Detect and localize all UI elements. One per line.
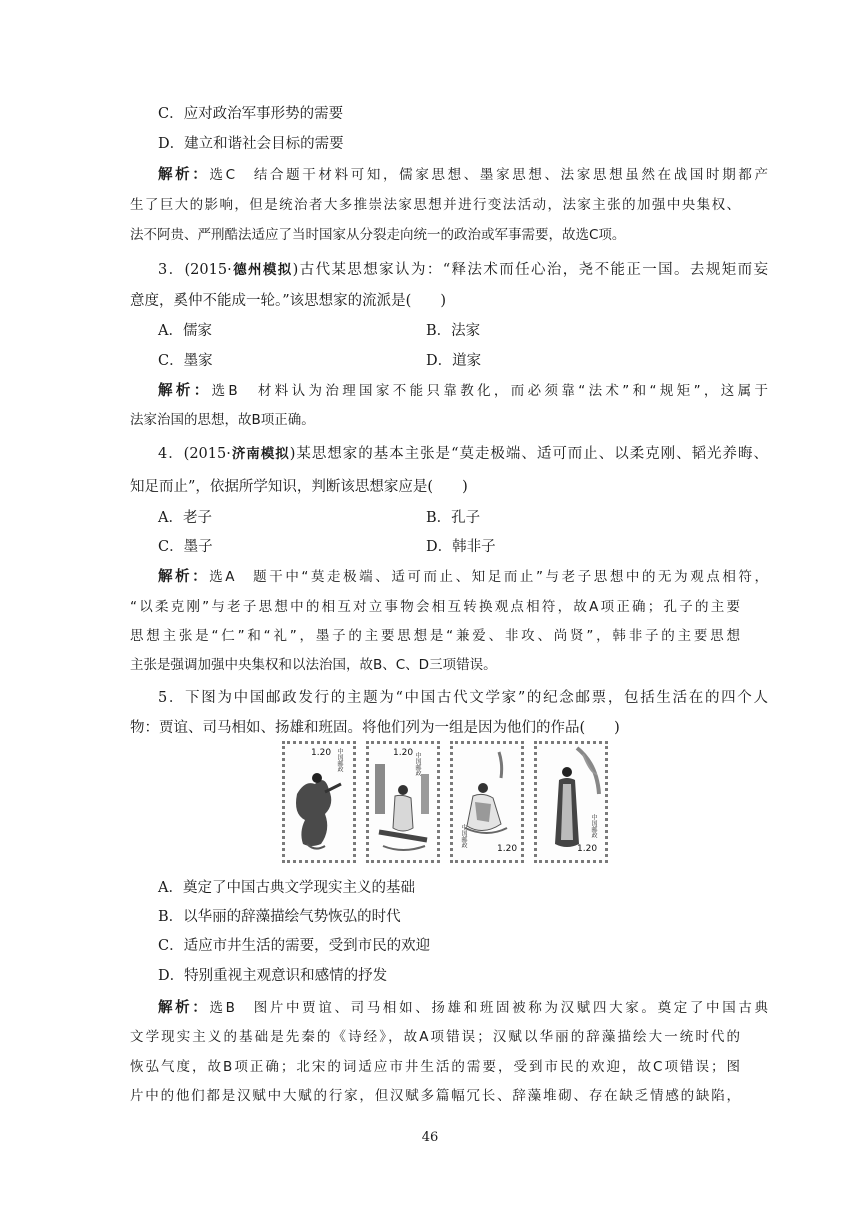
q5-analysis-line: 文学现实主义的基础是先秦的《诗经》，故A项错误；汉赋以华丽的辞藻描绘大一统时代的: [130, 1029, 740, 1045]
q5-option-d: D．特别重视主观意识和感情的抒发: [158, 968, 388, 984]
figure-illustration-icon: [537, 744, 605, 860]
page-number: 46: [421, 1130, 439, 1145]
q3-analysis-line: [158, 381, 768, 401]
figure-illustration-icon: [285, 744, 353, 860]
q3-stem: [158, 260, 768, 280]
analysis-label: 解析：: [158, 999, 210, 1016]
q3-option-c: C．墨家: [158, 353, 213, 369]
q3-options-row1: [158, 321, 768, 341]
analysis-text: 选C 结合题干材料可知，儒家思想、墨家思想、法家思想虽然在战国时期都产: [209, 167, 768, 183]
q4-analysis-line: 思想主张是“仁”和“礼”，墨子的主要思想是“兼爱、非攻、尚贤”，韩非子的主要思想: [130, 628, 740, 644]
q4-options-row1: [158, 508, 768, 528]
q4-analysis-line: “以柔克刚”与老子思想中的相互对立事物会相互转换观点相符，故A项正确；孔子的主要: [130, 599, 740, 615]
q3-analysis-line: 法家治国的思想，故B项正确。: [130, 412, 315, 428]
q3-stem-text: )古代某思想家认为：“释法术而任心治，尧不能正一国。去规矩而妄: [292, 262, 768, 278]
q4-stem-line2: 知足而止”，依据所学知识，判断该思想家应是( ): [130, 479, 468, 495]
q3-options-row2: [158, 351, 768, 371]
figure-illustration-icon: [453, 744, 521, 860]
stamp-ban-gu: [534, 741, 608, 863]
q5-stem-line2: 物：贾谊、司马相如、扬雄和班固。将他们列为一组是因为他们的作品( ): [130, 720, 620, 736]
q3-option-b: B．法家: [426, 323, 481, 339]
q4-source: 济南模拟: [230, 446, 290, 462]
q2-option-c: C．应对政治军事形势的需要: [158, 106, 344, 122]
stamp-jia-yi: [282, 741, 356, 863]
q2-analysis-line: 生了巨大的影响，但是统治者大多推崇法家思想并进行变法活动，法家主张的加强中央集权、: [130, 197, 740, 213]
figure-illustration-icon: [369, 744, 437, 860]
q4-stem-text: )某思想家的基本主张是“莫走极端、适可而止、以柔克刚、韬光养晦、: [289, 446, 768, 462]
q4-analysis-line: [158, 567, 768, 587]
q5-option-b: B．以华丽的辞藻描绘气势恢弘的时代: [158, 909, 401, 925]
q5-option-a: A．奠定了中国古典文学现实主义的基础: [158, 880, 415, 896]
analysis-label: 解析：: [158, 568, 210, 585]
q2-analysis-line: [158, 165, 768, 185]
stamp-brand: 中国邮政: [414, 752, 421, 776]
stamp-brand: 中国邮政: [336, 748, 343, 772]
stamp-brand: 中国邮政: [590, 814, 597, 838]
q4-option-a: A．老子: [158, 510, 212, 526]
q4-option-b: B．孔子: [426, 510, 481, 526]
stamp-value: 1.20: [497, 844, 518, 854]
q3-stem-line2: 意度，奚仲不能成一轮。”该思想家的流派是( ): [130, 293, 446, 309]
q3-source: 德州模拟: [231, 262, 293, 278]
q3-option-a: A．儒家: [158, 323, 212, 339]
q5-analysis-line: 片中的他们都是汉赋中大赋的行家，但汉赋多篇幅冗长、辞藻堆砌、存在缺乏情感的缺陷，: [130, 1088, 740, 1104]
stamp-value: 1.20: [311, 748, 332, 758]
q5-analysis-line: [158, 998, 768, 1018]
stamp-value: 1.20: [577, 844, 598, 854]
analysis-text: 选A 题干中“莫走极端、适可而止、知足而止”与老子思想中的无为观点相符，: [209, 569, 768, 585]
q5-stem: 5．下图为中国邮政发行的主题为“中国古代文学家”的纪念邮票，包括生活在的四个人: [158, 690, 768, 706]
stamp-yang-xiong: [450, 741, 524, 863]
q4-analysis-line: 主张是强调加强中央集权和以法治国，故B、C、D三项错误。: [130, 657, 497, 673]
stamp-value: 1.20: [393, 748, 414, 758]
analysis-text: 选B 图片中贾谊、司马相如、扬雄和班固被称为汉赋四大家。奠定了中国古典: [209, 1000, 768, 1016]
analysis-label: 解析：: [158, 382, 212, 399]
q2-option-d: D．建立和谐社会目标的需要: [158, 136, 344, 152]
q4-stem: [158, 444, 768, 464]
q4-option-d: D．韩非子: [426, 539, 496, 555]
stamp-brand: 中国邮政: [460, 824, 467, 848]
q3-prefix: 3．(2015·: [158, 262, 232, 278]
analysis-text: 选B 材料认为治理国家不能只靠教化，而必须靠“法术”和“规矩”，这属于: [211, 383, 768, 399]
q4-options-row2: [158, 537, 768, 557]
q5-analysis-line: 恢弘气度，故B项正确；北宋的词适应市井生活的需要，受到市民的欢迎，故C项错误；图: [130, 1059, 740, 1075]
q3-option-d: D．道家: [426, 353, 482, 369]
analysis-label: 解析：: [158, 166, 210, 183]
q2-analysis-line: 法不阿贵、严刑酷法适应了当时国家从分裂走向统一的政治或军事需要，故选C项。: [130, 227, 626, 243]
q4-option-c: C．墨子: [158, 539, 213, 555]
q5-option-c: C．适应市井生活的需要，受到市民的欢迎: [158, 938, 431, 954]
q4-prefix: 4．(2015·: [158, 446, 231, 462]
stamp-sima-xiangru: [366, 741, 440, 863]
